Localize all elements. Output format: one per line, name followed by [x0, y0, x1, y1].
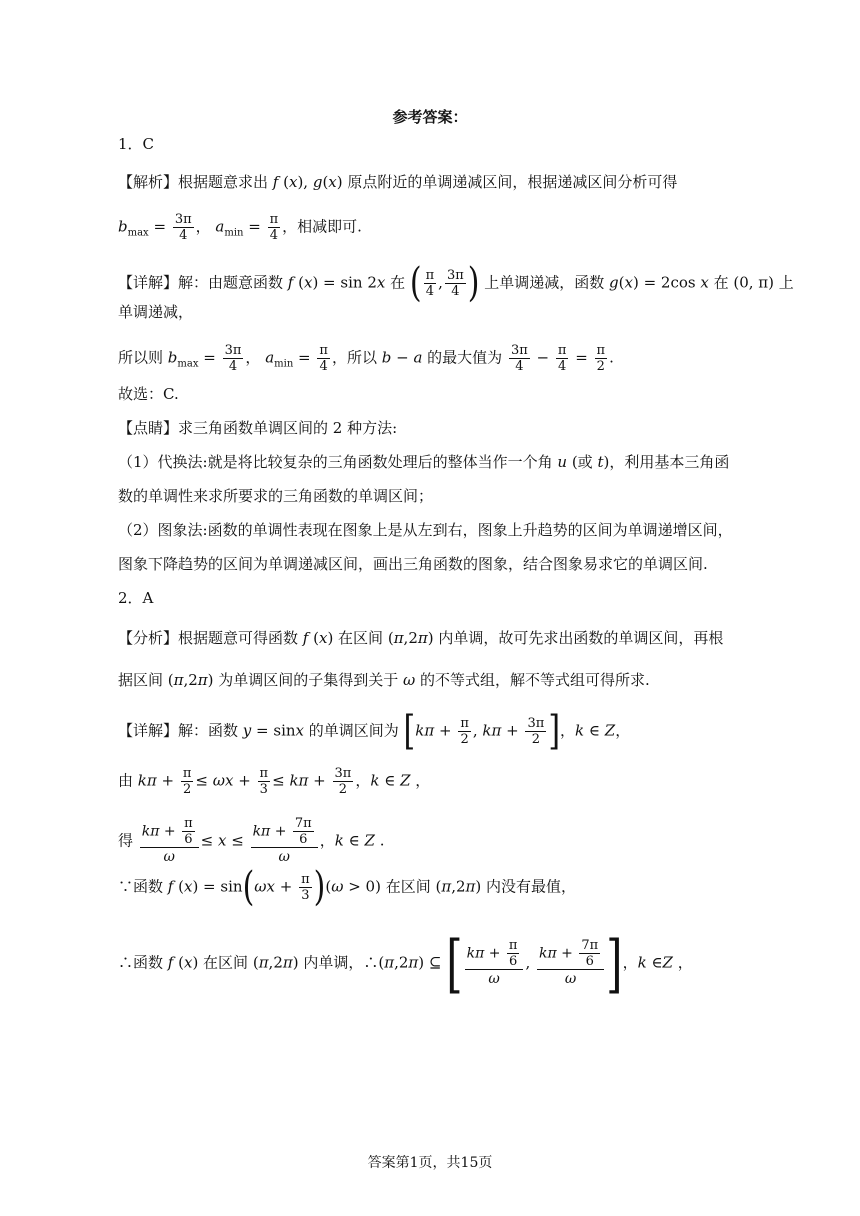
q1-detail-line-1: 【详解】解：由题意函数 f (x) = sin 2x 在 ( $\frac{\pi}{4}$ , $\frac{3\pi}{4}$ ) 上单调递减，函数 g(x) = 2cos x 在 (0, π) 上 [118, 259, 794, 307]
q1-answer: 1．C [118, 135, 155, 153]
q2-detail-line-3: 得 kπ + $\frac{\pi}{6}$ ω ≤ x ≤ kπ + $\frac{7\pi}{6}$ ω ，k ∈ Z . [118, 816, 385, 865]
q1-detail-line-3: 所以则 $b_{max}$ = $\frac{3\pi}{4}$ ， $a_{min}$ = $\frac{\pi}{4}$ ，所以 b − a 的最大值为 $\frac{3\pi}{4}$ − $\frac{\pi}{4}$ = $\frac{\pi}{2}$ . [118, 343, 614, 374]
q1-detail-line-2: 单调递减， [118, 303, 194, 321]
q2-detail-line-4: ∵函数 f (x) = sin(ωx + $\frac{\pi}{3}$ )(ω > 0) 在区间 (π,2π) 内没有最值， [118, 863, 576, 911]
q1-tip-line-4: （2）图象法:函数的单调性表现在图象上是从左到右，图象上升趋势的区间为单调递增区间， [118, 521, 733, 539]
q2-detail-line-1: 【详解】解：函数 y = sinx 的单调区间为 [kπ + $\frac{\pi}{2}$ , kπ + $\frac{3\pi}{2}$ ]，k ∈ Z， [118, 707, 631, 755]
q2-analysis-line-2: 据区间 (π,2π) 为单调区间的子集得到关于 ω 的不等式组，解不等式组可得所求. [118, 671, 650, 689]
q1-tip-line-1: 【点睛】求三角函数单调区间的 2 种方法: [118, 419, 398, 437]
q1-analysis-line-2: $b_{max}$ = $\frac{3\pi}{4}$ ， $a_{min}$ = $\frac{\pi}{4}$ ，相减即可. [118, 212, 362, 243]
q2-answer: 2．A [118, 589, 154, 607]
q2-detail-line-2: 由 kπ + $\frac{\pi}{2}$ ≤ ωx + $\frac{\pi}{3}$ ≤ kπ + $\frac{3\pi}{2}$ ，k ∈ Z ， [118, 766, 431, 797]
page-footer: 答案第1页，共15页 [367, 1155, 493, 1171]
q1-tip-line-2: （1）代换法:就是将比较复杂的三角函数处理后的整体当作一个角 u (或 t)，利用基本三角函 [118, 453, 730, 471]
q1-choice: 故选：C. [118, 385, 179, 403]
q2-detail-line-5: ∴函数 f (x) 在区间 (π,2π) 内单调，∴(π,2π) ⊆ [ kπ + $\frac{\pi}{6}$ ω , kπ + $\frac{7\pi}{6}$ ω ]，k ∈Z ， [118, 926, 693, 1000]
q1-tip-line-5: 图象下降趋势的区间为单调递减区间，画出三角函数的图象，结合图象易求它的单调区间. [118, 555, 708, 573]
q2-analysis-line-1: 【分析】根据题意可得函数 f (x) 在区间 (π,2π) 内单调，故可先求出函数的单调区间，再根 [118, 629, 724, 647]
q1-tip-line-3: 数的单调性来求所要求的三角函数的单调区间； [118, 487, 434, 505]
page-title: 参考答案： [392, 108, 468, 126]
q1-analysis-line-1: 【解析】根据题意求出 f (x), g(x) 原点附近的单调递减区间，根据递减区间分析可得 [118, 173, 678, 191]
